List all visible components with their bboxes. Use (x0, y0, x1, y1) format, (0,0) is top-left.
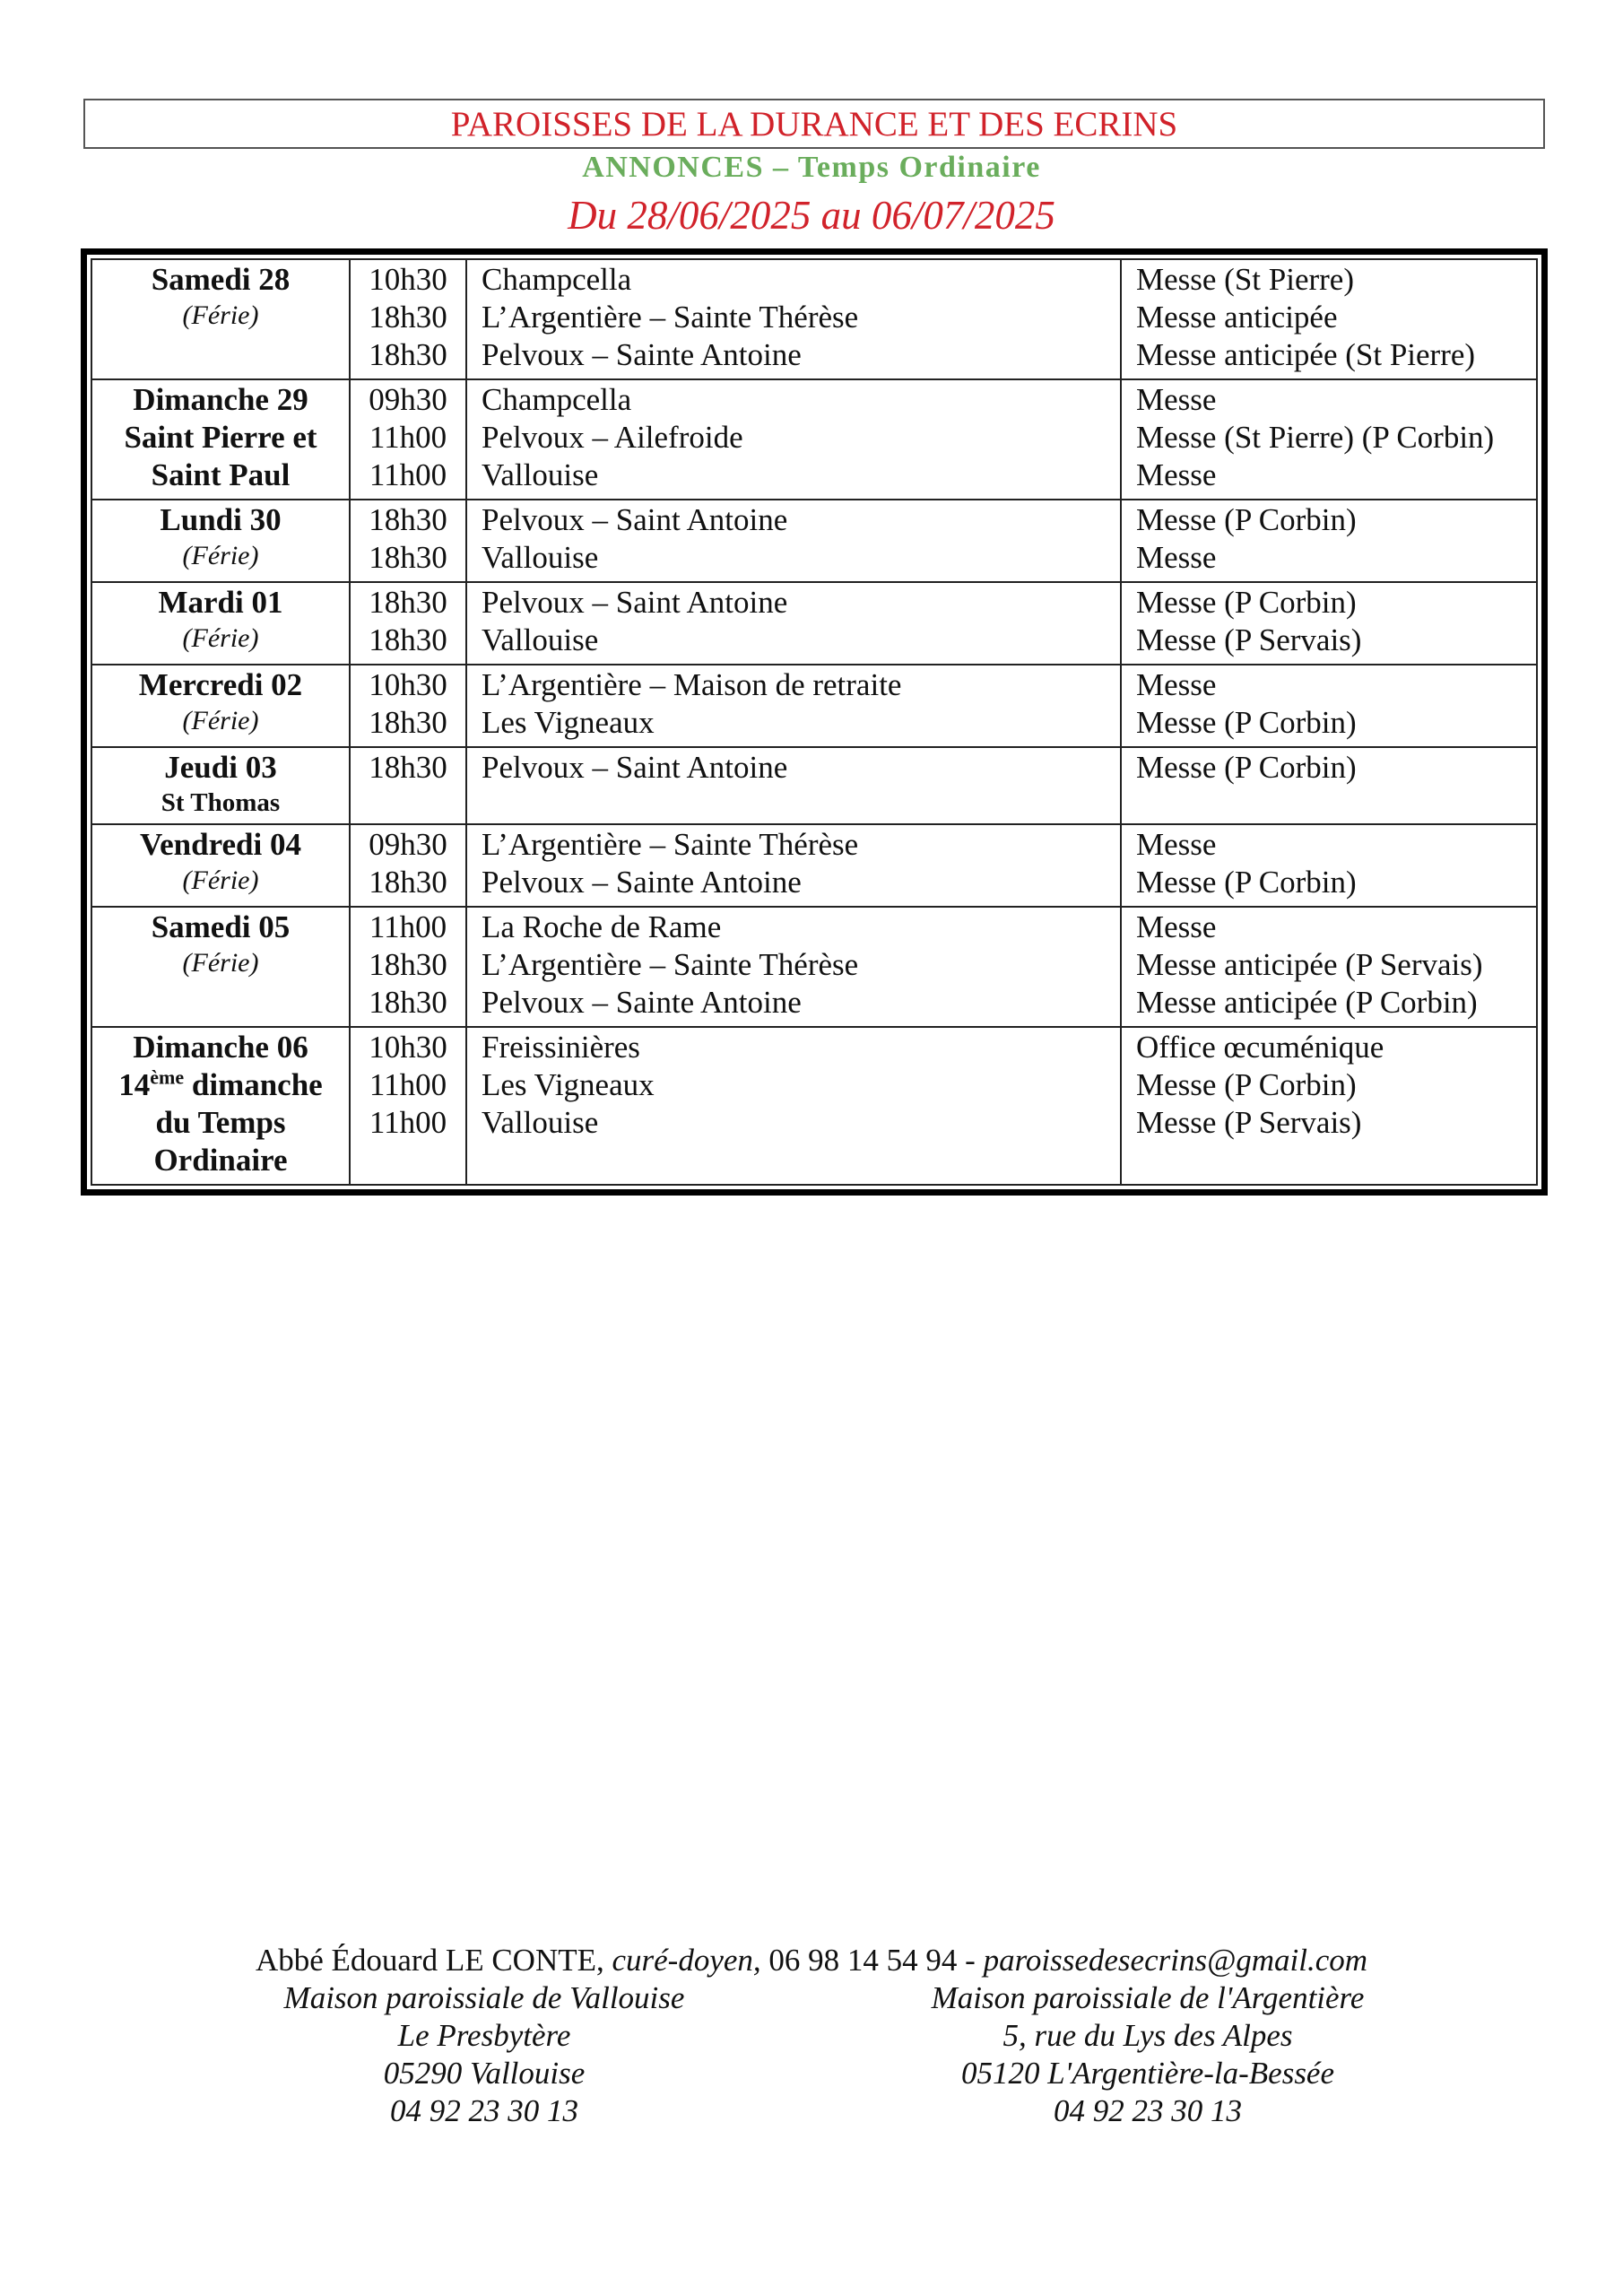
day-cell (91, 907, 350, 1027)
time-value: 18h30 (369, 337, 447, 372)
priest-name: Abbé Édouard LE CONTE, (255, 1943, 604, 1978)
feast-ordinal: ème (150, 1065, 185, 1089)
activity-value: Messe (1136, 909, 1217, 944)
day-cell (91, 747, 350, 824)
address-line: 5, rue du Lys des Alpes (1002, 2018, 1293, 2053)
activity-value: Messe (1136, 667, 1217, 702)
time-value: 18h30 (369, 865, 447, 900)
priest-role: curé-doyen, (612, 1943, 761, 1978)
address-line: 05120 L'Argentière-la-Bessée (960, 2056, 1335, 2091)
time-cell (350, 500, 466, 582)
time-value: 18h30 (369, 750, 447, 785)
place-cell (466, 582, 1121, 665)
page-title: PAROISSES DE LA DURANCE ET DES ECRINS (83, 99, 1545, 149)
place-value: Vallouise (482, 622, 599, 657)
time-cell (350, 1027, 466, 1185)
time-value: 10h30 (369, 1030, 447, 1065)
address-line: 05290 Vallouise (383, 2056, 586, 2091)
schedule-row (91, 582, 1537, 665)
day-name: Dimanche 29 (133, 382, 308, 417)
activity-value: Messe (1136, 382, 1217, 417)
activity-value: Messe anticipée (P Corbin) (1136, 985, 1478, 1020)
day-cell (91, 259, 350, 379)
liturgical-note: St Thomas (161, 788, 281, 817)
activity-value: Messe (P Servais) (1136, 622, 1362, 657)
activity-cell (1121, 1027, 1537, 1185)
place-cell (466, 1027, 1121, 1185)
address-line: Maison paroissiale de l'Argentière (931, 1980, 1365, 2015)
activity-value: Messe (St Pierre) (P Corbin) (1136, 420, 1495, 455)
place-value: La Roche de Rame (482, 909, 722, 944)
place-value: Pelvoux – Sainte Antoine (482, 865, 802, 900)
footer-contact-line (0, 1942, 1623, 1979)
feast-name (92, 1066, 349, 1104)
footer (0, 1942, 1623, 2168)
place-value: Pelvoux – Saint Antoine (482, 502, 788, 537)
day-name: Lundi 30 (160, 502, 282, 537)
time-value: 18h30 (369, 985, 447, 1020)
activity-cell (1121, 824, 1537, 907)
time-value: 18h30 (369, 622, 447, 657)
day-name: Dimanche 06 (133, 1030, 308, 1065)
time-value: 18h30 (369, 705, 447, 740)
time-value: 18h30 (369, 540, 447, 575)
place-cell (466, 259, 1121, 379)
schedule-row (91, 824, 1537, 907)
day-cell (91, 824, 350, 907)
place-cell (466, 907, 1121, 1027)
activity-cell (1121, 500, 1537, 582)
feast-number: 14 (118, 1067, 151, 1102)
liturgical-note: (Férie) (182, 300, 259, 330)
liturgical-note: (Férie) (182, 706, 259, 735)
liturgical-note: (Férie) (182, 623, 259, 653)
place-cell (466, 665, 1121, 747)
address-phone: 04 92 23 30 13 (1054, 2093, 1242, 2128)
priest-phone: 06 98 14 54 94 - (768, 1943, 976, 1978)
schedule-row (91, 379, 1537, 500)
place-value: L’Argentière – Sainte Thérèse (482, 827, 859, 862)
place-value: Pelvoux – Sainte Antoine (482, 985, 802, 1020)
address-vallouise (215, 1979, 753, 2130)
activity-value: Messe (P Servais) (1136, 1105, 1362, 1140)
activity-value: Messe (P Corbin) (1136, 750, 1357, 785)
activity-value: Messe (P Corbin) (1136, 705, 1357, 740)
activity-value: Messe (1136, 457, 1217, 492)
place-value: Champcella (482, 262, 632, 297)
time-value: 18h30 (369, 947, 447, 982)
day-cell (91, 379, 350, 500)
time-cell (350, 907, 466, 1027)
page-subtitle: ANNONCES – Temps Ordinaire (582, 151, 1041, 184)
activity-cell (1121, 379, 1537, 500)
place-value: Champcella (482, 382, 632, 417)
date-range: Du 28/06/2025 au 06/07/2025 (568, 193, 1055, 238)
day-cell (91, 665, 350, 747)
time-value: 09h30 (369, 382, 447, 417)
time-cell (350, 665, 466, 747)
contact-email[interactable]: paroissedesecrins@gmail.com (983, 1943, 1368, 1978)
day-cell (91, 500, 350, 582)
day-name: Samedi 05 (151, 909, 291, 944)
time-value: 11h00 (369, 909, 447, 944)
address-line: Maison paroissiale de Vallouise (283, 1980, 685, 2015)
time-cell (350, 379, 466, 500)
address-argentiere (879, 1979, 1417, 2130)
schedule-table-frame (81, 248, 1548, 1196)
feast-name: Ordinaire (153, 1143, 288, 1178)
day-cell (91, 582, 350, 665)
place-value: L’Argentière – Maison de retraite (482, 667, 902, 702)
activity-cell (1121, 747, 1537, 824)
place-value: Pelvoux – Ailefroide (482, 420, 743, 455)
place-cell (466, 379, 1121, 500)
time-value: 11h00 (369, 1105, 447, 1140)
feast-name: Saint Pierre et (124, 420, 317, 455)
schedule-table (91, 258, 1538, 1186)
time-value: 11h00 (369, 1067, 447, 1102)
time-value: 09h30 (369, 827, 447, 862)
schedule-row (91, 259, 1537, 379)
time-value: 10h30 (369, 667, 447, 702)
address-line: Le Presbytère (397, 2018, 571, 2053)
schedule-row (91, 907, 1537, 1027)
activity-cell (1121, 582, 1537, 665)
activity-value: Messe anticipée (St Pierre) (1136, 337, 1476, 372)
day-cell (91, 1027, 350, 1185)
schedule-row (91, 500, 1537, 582)
activity-value: Messe anticipée (P Servais) (1136, 947, 1483, 982)
place-value: Vallouise (482, 540, 599, 575)
place-value: Pelvoux – Saint Antoine (482, 750, 788, 785)
place-cell (466, 747, 1121, 824)
activity-value: Messe anticipée (1136, 300, 1338, 335)
liturgical-note: (Férie) (182, 865, 259, 895)
activity-cell (1121, 665, 1537, 747)
day-name: Mardi 01 (158, 585, 283, 620)
liturgical-note: (Férie) (182, 948, 259, 978)
activity-value: Messe (P Corbin) (1136, 502, 1357, 537)
place-value: Freissinières (482, 1030, 640, 1065)
day-name: Samedi 28 (151, 262, 291, 297)
activity-value: Messe (P Corbin) (1136, 1067, 1357, 1102)
time-cell (350, 582, 466, 665)
place-value: Les Vigneaux (482, 1067, 655, 1102)
activity-value: Messe (St Pierre) (1136, 262, 1355, 297)
place-value: Vallouise (482, 1105, 599, 1140)
schedule-row (91, 1027, 1537, 1185)
time-value: 10h30 (369, 262, 447, 297)
place-cell (466, 824, 1121, 907)
day-name: Mercredi 02 (138, 667, 303, 702)
place-value: Les Vigneaux (482, 705, 655, 740)
feast-name: Saint Paul (151, 457, 291, 492)
time-value: 11h00 (369, 457, 447, 492)
activity-value: Office œcuménique (1136, 1030, 1384, 1065)
place-value: L’Argentière – Sainte Thérèse (482, 947, 859, 982)
time-cell (350, 747, 466, 824)
activity-value: Messe (1136, 540, 1217, 575)
liturgical-note: (Férie) (182, 541, 259, 570)
feast-name: du Temps (155, 1105, 286, 1140)
time-value: 18h30 (369, 585, 447, 620)
time-value: 11h00 (369, 420, 447, 455)
feast-name-rest: dimanche (184, 1067, 323, 1102)
time-cell (350, 259, 466, 379)
activity-value: Messe (P Corbin) (1136, 865, 1357, 900)
activity-cell (1121, 259, 1537, 379)
schedule-row (91, 747, 1537, 824)
day-name: Vendredi 04 (140, 827, 301, 862)
time-value: 18h30 (369, 300, 447, 335)
activity-value: Messe (1136, 827, 1217, 862)
place-value: L’Argentière – Sainte Thérèse (482, 300, 859, 335)
place-value: Pelvoux – Saint Antoine (482, 585, 788, 620)
address-phone: 04 92 23 30 13 (390, 2093, 578, 2128)
place-value: Pelvoux – Sainte Antoine (482, 337, 802, 372)
day-name: Jeudi 03 (164, 750, 277, 785)
place-cell (466, 500, 1121, 582)
time-cell (350, 824, 466, 907)
schedule-row (91, 665, 1537, 747)
place-value: Vallouise (482, 457, 599, 492)
time-value: 18h30 (369, 502, 447, 537)
activity-value: Messe (P Corbin) (1136, 585, 1357, 620)
activity-cell (1121, 907, 1537, 1027)
